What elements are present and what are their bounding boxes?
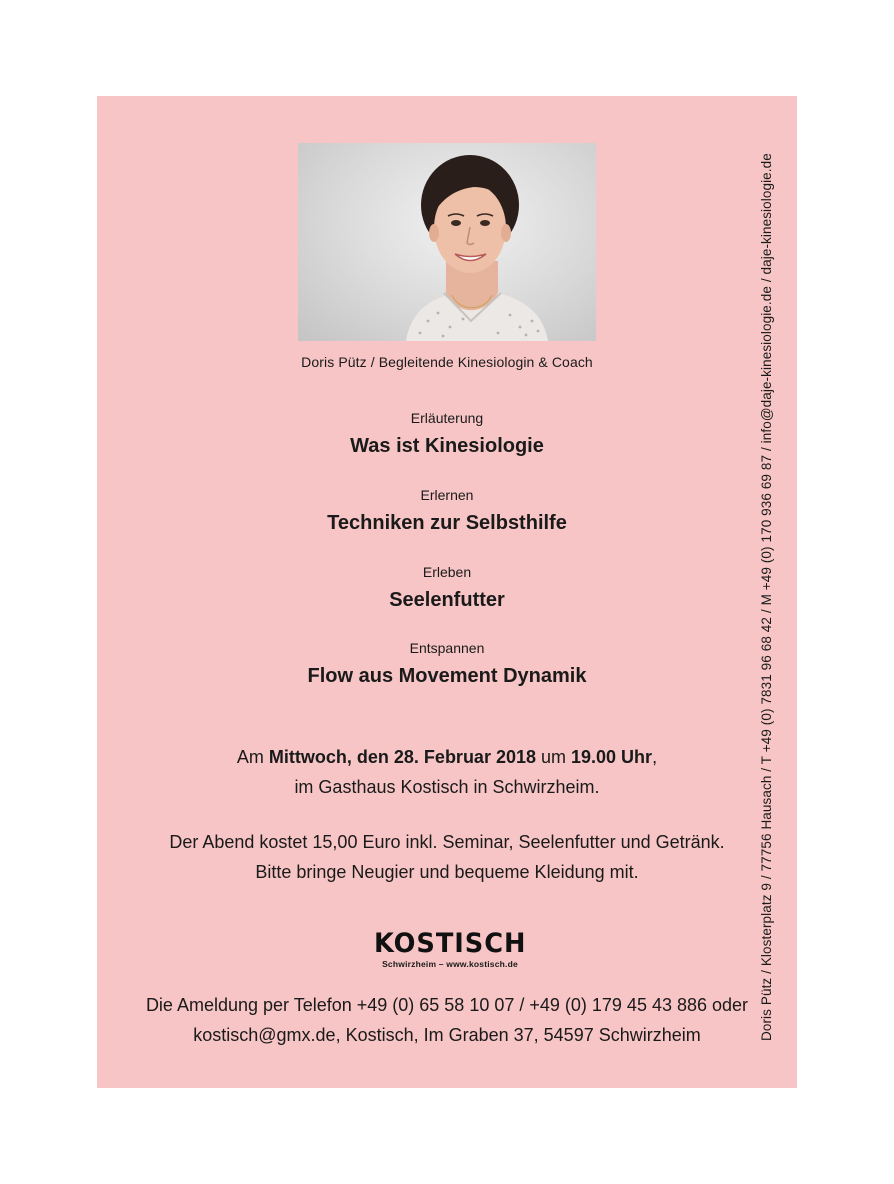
event-location: im Gasthaus Kostisch in Schwirzheim. <box>294 777 600 797</box>
registration-line-1: Die Ameldung per Telefon +49 (0) 65 58 10 07 / +49 (0) 179 45 43 886 oder <box>145 995 749 1015</box>
section-title: Techniken zur Selbsthilfe <box>327 512 567 534</box>
logo-wordmark: KOSTISCH <box>374 928 527 959</box>
section-explanation <box>97 409 797 458</box>
event-date-line <box>97 742 797 772</box>
section-title: Seelenfutter <box>389 589 505 611</box>
section-subtitle: Erläuterung <box>410 410 484 426</box>
section-subtitle: Entspannen <box>409 640 485 656</box>
contact-sideline: Doris Pütz / Klosterplatz 9 / 77756 Hausach / T +49 (0) 7831 96 68 42 / M +49 (0) 170 936 69 87 / info@daje-kinesiologie.de / daje-kinesiologie.de <box>759 153 774 1041</box>
event-prefix: Am <box>236 747 269 767</box>
section-relax <box>97 639 797 688</box>
section-subtitle: Erlernen <box>420 487 474 503</box>
event-bring: Bitte bringe Neugier und bequeme Kleidung mit. <box>255 862 639 882</box>
portrait-photo <box>298 143 596 341</box>
photo-caption: Doris Pütz / Begleitende Kinesiologin & Coach <box>301 354 593 370</box>
event-time: 19.00 Uhr <box>571 747 653 767</box>
section-title: Flow aus Movement Dynamik <box>307 665 587 687</box>
event-info <box>97 827 797 887</box>
logo-subline: Schwirzheim – www.kostisch.de <box>382 959 518 969</box>
event-price: Der Abend kostet 15,00 Euro inkl. Seminar, Seelenfutter und Getränk. <box>169 832 725 852</box>
event-suffix: , <box>652 747 658 767</box>
section-title: Was ist Kinesiologie <box>350 435 544 457</box>
flyer-card <box>97 96 797 1088</box>
section-subtitle: Erleben <box>422 564 472 580</box>
event-date: Mittwoch, den 28. Februar 2018 <box>268 747 536 767</box>
registration-line-2: kostisch@gmx.de, Kostisch, Im Graben 37, 54597 Schwirzheim <box>193 1025 701 1045</box>
portrait-illustration <box>298 143 596 341</box>
registration-info <box>97 990 797 1050</box>
event-details <box>97 742 797 802</box>
section-learn <box>97 486 797 535</box>
section-experience <box>97 563 797 612</box>
event-middle: um <box>536 747 572 767</box>
kostisch-logo <box>370 928 530 969</box>
